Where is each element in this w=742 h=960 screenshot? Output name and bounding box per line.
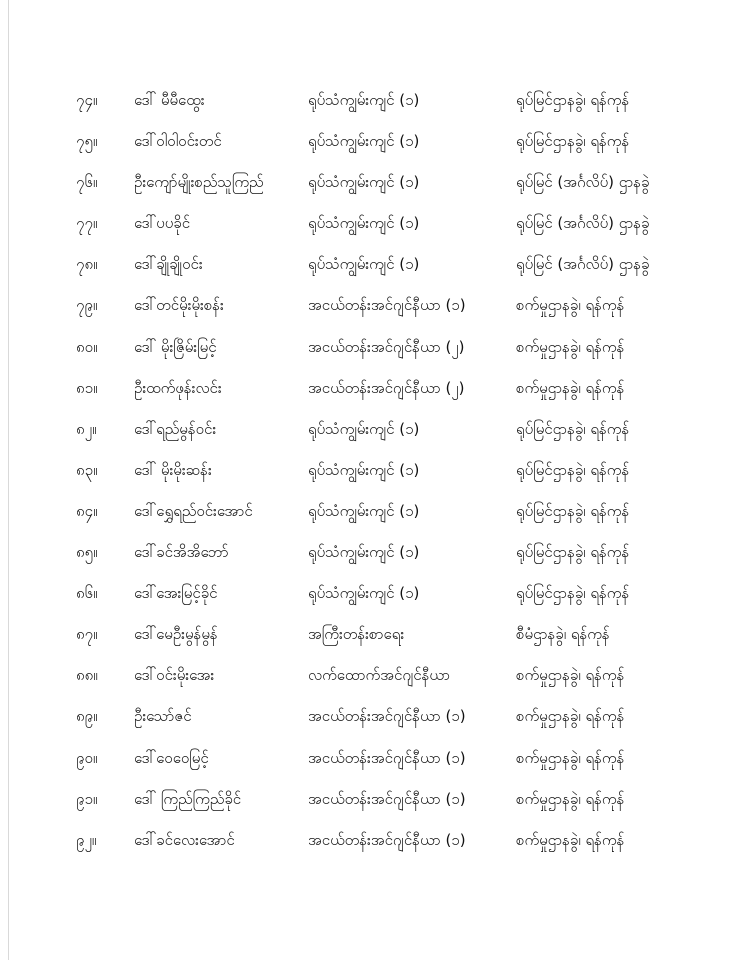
row-number: ၈၄။ (76, 501, 98, 520)
department: ရုပ်မြင်ဌာနခွဲ၊ ရန်ကုန် (516, 501, 630, 520)
department: စက်မှုဌာနခွဲ၊ ရန်ကုန် (516, 666, 625, 685)
row-number: ၈၀။ (76, 337, 98, 356)
department: စက်မှုဌာနခွဲ၊ ရန်ကုန် (516, 748, 625, 767)
job-position: လက်ထောက်အင်ဂျင်နီယာ (308, 666, 451, 685)
department: ရုပ်မြင်ဌာနခွဲ၊ ရန်ကုန် (516, 543, 630, 562)
person-name: ဒေါ်ပပခိုင် (134, 214, 191, 233)
department: စက်မှုဌာနခွဲ၊ ရန်ကုန် (516, 378, 625, 397)
list-item (0, 82, 742, 123)
row-number: ၉၀။ (76, 748, 98, 767)
list-item (0, 205, 742, 246)
department: ရုပ်မြင်ဌာနခွဲ၊ ရန်ကုန် (516, 132, 630, 151)
list-item (0, 287, 742, 328)
department: ရုပ်မြင်ဌာနခွဲ၊ ရန်ကုန် (516, 419, 630, 438)
list-item (0, 370, 742, 411)
person-name: ဒေါ် မိုးမိုးဆန်း (134, 460, 212, 479)
person-name: ဒေါ်ရွှေရည်ဝင်းအောင် (134, 501, 253, 520)
row-number: ၇၉။ (76, 296, 98, 315)
row-number: ၈၇။ (76, 625, 98, 644)
person-name: ဒေါ်မေဦးမွန်မွန် (134, 625, 218, 644)
person-name: ဒေါ်ရည်မွန်ဝင်း (134, 419, 217, 438)
department: ရုပ်မြင်ဌာနခွဲ၊ ရန်ကုန် (516, 584, 630, 603)
row-number: ၇၅။ (76, 132, 98, 151)
list-item (0, 616, 742, 657)
list-item (0, 329, 742, 370)
department: ရုပ်မြင် (အင်္ဂလိပ်) ဌာနခွဲ (516, 214, 650, 233)
row-number: ၈၃။ (76, 460, 98, 479)
job-position: အငယ်တန်းအင်ဂျင်နီယာ (၁) (308, 789, 466, 808)
row-number: ၈၅။ (76, 543, 98, 562)
person-name: ဦးထက်ဖုန်းလင်း (134, 378, 222, 397)
job-position: ရုပ်သံကျွမ်းကျင် (၁) (308, 255, 420, 274)
person-name: ဦးကျော်မျိုးစည်သူကြည် (134, 173, 264, 192)
department: စက်မှုဌာနခွဲ၊ ရန်ကုန် (516, 707, 625, 726)
person-name: ဒေါ်ဝေဝေမြင့် (134, 748, 209, 767)
department: စက်မှုဌာနခွဲ၊ ရန်ကုန် (516, 296, 625, 315)
department: ရုပ်မြင် (အင်္ဂလိပ်) ဌာနခွဲ (516, 173, 650, 192)
person-name: ဦးသော်ဇင် (134, 707, 192, 726)
row-number: ၈၁။ (76, 378, 98, 397)
department: ရုပ်မြင်ဌာနခွဲ၊ ရန်ကုန် (516, 460, 630, 479)
job-position: အငယ်တန်းအင်ဂျင်နီယာ (၂) (308, 337, 465, 356)
list-item (0, 493, 742, 534)
list-item (0, 452, 742, 493)
job-position: ရုပ်သံကျွမ်းကျင် (၁) (308, 460, 420, 479)
job-position: အငယ်တန်းအင်ဂျင်နီယာ (၁) (308, 748, 466, 767)
list-item (0, 657, 742, 698)
row-number: ၇၄။ (76, 91, 98, 109)
person-name: ဒေါ်ချိုချိုဝင်း (134, 255, 203, 274)
row-number: ၇၆။ (76, 173, 98, 192)
row-number: ၉၂။ (76, 830, 97, 849)
list-item (0, 246, 742, 287)
person-name: ဒေါ်ခင်လေးအောင် (134, 830, 235, 849)
row-number: ၈၂။ (76, 419, 97, 438)
job-position: ရုပ်သံကျွမ်းကျင် (၁) (308, 132, 420, 151)
job-position: ရုပ်သံကျွမ်းကျင် (၁) (308, 419, 420, 438)
job-position: ရုပ်သံကျွမ်းကျင် (၁) (308, 584, 420, 603)
job-position: အကြီးတန်းစာရေး (308, 625, 405, 644)
person-name: ဒေါ်ဝင်းမိုးအေး (134, 666, 215, 685)
list-item (0, 740, 742, 781)
department: စက်မှုဌာနခွဲ၊ ရန်ကုန် (516, 337, 625, 356)
job-position: အငယ်တန်းအင်ဂျင်နီယာ (၂) (308, 378, 465, 397)
department: စီမံဌာနခွဲ၊ ရန်ကုန် (516, 625, 610, 644)
person-name: ဒေါ် မီမီထွေး (134, 91, 205, 109)
job-position: ရုပ်သံကျွမ်းကျင် (၁) (308, 543, 420, 562)
person-name: ဒေါ်အေးမြင့်ခိုင် (134, 584, 218, 603)
person-name: ဒေါ် ကြည်ကြည်ခိုင် (134, 789, 242, 808)
list-item (0, 575, 742, 616)
person-name: ဒေါ် မိုးဇြိမ်းမြင့် (134, 337, 217, 356)
row-number: ၇၇။ (76, 214, 98, 233)
job-position: ရုပ်သံကျွမ်းကျင် (၁) (308, 501, 420, 520)
person-name: ဒေါ်ဝါဝါဝင်းတင် (134, 132, 222, 151)
list-item (0, 164, 742, 205)
job-position: အငယ်တန်းအင်ဂျင်နီယာ (၁) (308, 296, 466, 315)
person-name: ဒေါ်ခင်အိအိဘော် (134, 543, 229, 562)
job-position: အငယ်တန်းအင်ဂျင်နီယာ (၁) (308, 707, 466, 726)
staff-list (0, 82, 742, 863)
job-position: ရုပ်သံကျွမ်းကျင် (၁) (308, 173, 420, 192)
list-item (0, 822, 742, 863)
row-number: ၈၉။ (76, 707, 98, 726)
row-number: ၇၈။ (76, 255, 98, 274)
row-number: ၉၁။ (76, 789, 98, 808)
list-item (0, 411, 742, 452)
department: စက်မှုဌာနခွဲ၊ ရန်ကုန် (516, 830, 625, 849)
list-item (0, 781, 742, 822)
department: ရုပ်မြင် (အင်္ဂလိပ်) ဌာနခွဲ (516, 255, 650, 274)
job-position: ရုပ်သံကျွမ်းကျင် (၁) (308, 214, 420, 233)
list-item (0, 698, 742, 739)
department: စက်မှုဌာနခွဲ၊ ရန်ကုန် (516, 789, 625, 808)
department: ရုပ်မြင်ဌာနခွဲ၊ ရန်ကုန် (516, 91, 630, 109)
job-position: ရုပ်သံကျွမ်းကျင် (၁) (308, 91, 420, 109)
list-item (0, 123, 742, 164)
person-name: ဒေါ်တင်မိုးမိုးစန်း (134, 296, 224, 315)
row-number: ၈၆။ (76, 584, 98, 603)
row-number: ၈၈။ (76, 666, 98, 685)
list-item (0, 534, 742, 575)
job-position: အငယ်တန်းအင်ဂျင်နီယာ (၁) (308, 830, 466, 849)
